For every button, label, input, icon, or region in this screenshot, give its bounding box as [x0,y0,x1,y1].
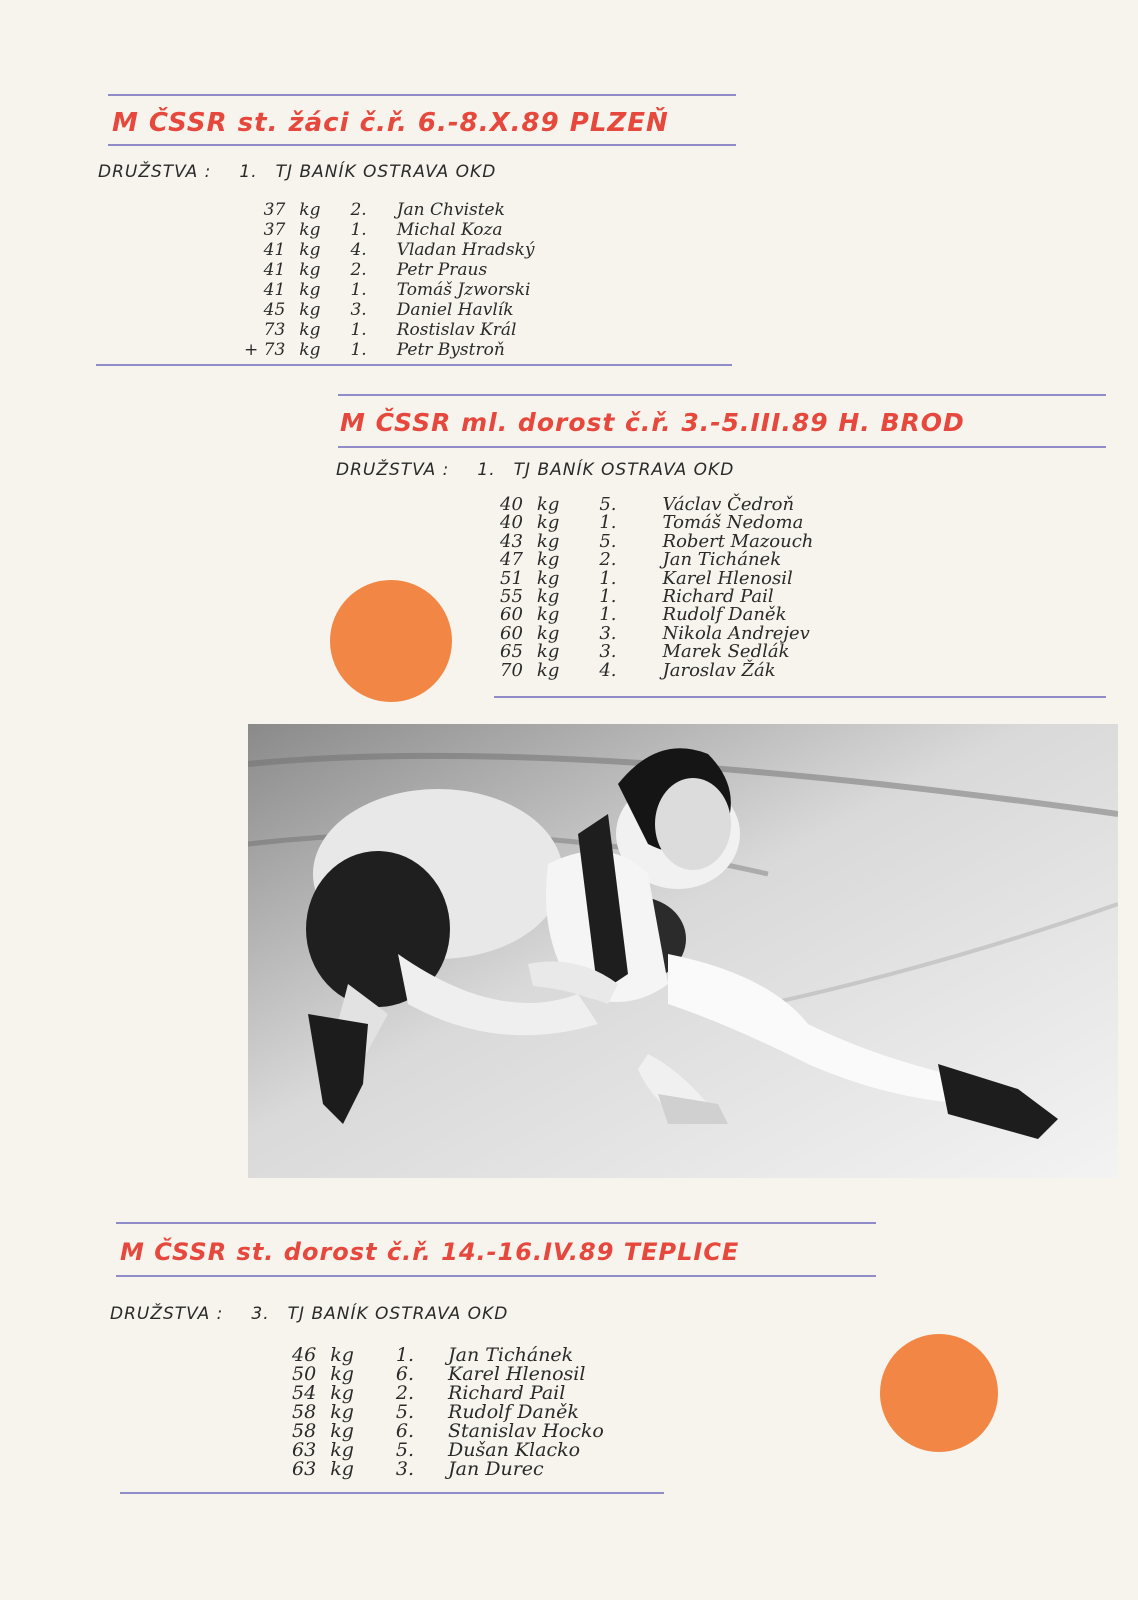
section-3-heading: M ČSSR st. dorost č.ř. 14.-16.IV.89 TEPLICE [120,1238,740,1266]
unit: kg [299,280,321,300]
place: 1. [599,586,617,608]
weight: 58 [292,1420,317,1442]
section-3-top-rule [116,1222,876,1224]
section-1-top-rule [108,94,736,96]
section-3-heading-rule [116,1275,876,1277]
athlete-name: Jan Chvistek [396,200,505,220]
section-3-team-line [110,1304,508,1324]
unit: kg [330,1344,354,1366]
athlete-name: Jan Durec [448,1458,544,1480]
place: 1. [350,320,367,340]
athlete-name: Jaroslav Žák [662,659,776,681]
athlete-name: Vladan Hradský [396,240,535,260]
unit: kg [536,622,560,644]
team-label: DRUŽSTVA : [110,1304,224,1324]
weight: 40 [500,494,523,515]
table-row [244,320,535,340]
athlete-name: Rudolf Daněk [448,1401,579,1423]
place: 4. [599,659,617,681]
weight: 55 [500,586,523,608]
place: 5. [599,530,617,552]
athlete-name: Marek Sedlák [662,641,790,663]
weight: 47 [500,549,523,571]
section-1-results [244,200,535,360]
place: 6. [395,1363,415,1385]
team-place: 3. [251,1304,270,1324]
unit: kg [536,530,560,552]
weight: 41 [263,240,286,260]
unit: kg [330,1439,354,1461]
weight: 60 [500,622,523,644]
unit: kg [536,604,560,626]
section-2-heading-rule [338,446,1106,448]
unit: kg [330,1401,354,1423]
unit: kg [536,659,560,681]
weight: 41 [263,260,286,280]
athlete-name: Karel Hlenosil [448,1363,586,1385]
place: 2. [395,1382,415,1404]
place: 1. [395,1344,415,1366]
table-row [244,200,535,220]
unit: kg [299,340,321,360]
weight: 40 [500,512,523,534]
section-2-bottom-rule [494,696,1106,698]
athlete-name: Václav Čedroň [662,494,795,515]
place: 1. [599,567,617,589]
place: 2. [599,549,617,571]
wrestling-photo [248,724,1118,1178]
section-3-results [292,1346,604,1479]
section-2-top-rule [338,394,1106,396]
weight: 54 [292,1382,317,1404]
place: 5. [395,1401,415,1423]
place: 3. [350,300,367,320]
athlete-name: Karel Hlenosil [662,567,793,589]
athlete-name: Dušan Klacko [448,1439,581,1461]
athlete-name: Tomáš Jzworski [396,280,531,300]
table-row [500,551,813,569]
team-name: TJ BANÍK OSTRAVA OKD [287,1304,509,1324]
team-place: 1. [239,162,258,182]
athlete-name: Tomáš Nedoma [662,512,804,534]
weight: 51 [500,567,523,589]
table-row [500,662,813,680]
athlete-name: Jan Tichánek [662,549,782,571]
section-3-bottom-rule [120,1492,664,1494]
section-2-team-line [336,460,734,480]
athlete-name: Nikola Andrejev [662,622,810,644]
table-row [500,643,813,661]
weight: 60 [500,604,523,626]
section-1-heading-rule [108,144,736,146]
athlete-name: Rostislav Král [396,320,517,340]
athlete-name: Richard Pail [662,586,774,608]
weight: 65 [500,641,523,663]
table-row [244,240,535,260]
place: 6. [395,1420,415,1442]
unit: kg [330,1420,354,1442]
orange-sticker-dot [880,1334,998,1452]
place: 2. [350,200,367,220]
unit: kg [536,549,560,571]
team-name: TJ BANÍK OSTRAVA OKD [513,460,735,480]
section-1-bottom-rule [96,364,732,366]
section-1-heading: M ČSSR st. žáci č.ř. 6.-8.X.89 PLZEŇ [112,108,669,138]
weight: 37 [263,200,286,220]
unit: kg [536,586,560,608]
unit: kg [536,494,560,515]
unit: kg [330,1363,354,1385]
place: 1. [350,220,367,240]
team-name: TJ BANÍK OSTRAVA OKD [275,162,497,182]
place: 5. [599,494,617,515]
athlete-name: Robert Mazouch [662,530,814,552]
athlete-name: Rudolf Daněk [662,604,787,626]
table-row [244,300,535,320]
weight: 73 [263,320,286,340]
unit: kg [299,320,321,340]
table-row [244,220,535,240]
weight: 41 [263,280,286,300]
athlete-name: Jan Tichánek [448,1344,574,1366]
team-place: 1. [477,460,496,480]
unit: kg [299,240,321,260]
table-row [292,1460,604,1479]
athlete-name: Richard Pail [448,1382,566,1404]
place: 3. [395,1458,415,1480]
unit: kg [299,220,321,240]
wrestling-photo-image [248,724,1118,1178]
section-2-heading: M ČSSR ml. dorost č.ř. 3.-5.III.89 H. BROD [340,408,965,437]
weight: 50 [292,1363,317,1385]
unit: kg [299,200,321,220]
place: 1. [599,604,617,626]
team-label: DRUŽSTVA : [336,460,450,480]
place: 1. [350,340,367,360]
weight: 63 [292,1458,317,1480]
athlete-name: Daniel Havlík [396,300,514,320]
athlete-name: Michal Koza [396,220,503,240]
place: 1. [350,280,367,300]
place: 3. [599,622,617,644]
place: 4. [350,240,367,260]
weight: 63 [292,1439,317,1461]
section-2-results [500,496,813,680]
orange-sticker-dot [330,580,452,702]
unit: kg [330,1382,354,1404]
place: 2. [350,260,367,280]
weight: 46 [292,1344,317,1366]
table-row [244,340,535,360]
unit: kg [299,260,321,280]
weight: 58 [292,1401,317,1423]
weight: + 73 [244,340,286,360]
team-label: DRUŽSTVA : [98,162,212,182]
place: 1. [599,512,617,534]
weight: 37 [263,220,286,240]
unit: kg [536,512,560,534]
weight: 45 [263,300,286,320]
section-1-team-line [98,162,496,182]
place: 3. [599,641,617,663]
weight: 43 [500,530,523,552]
athlete-name: Petr Praus [396,260,488,280]
unit: kg [536,567,560,589]
unit: kg [330,1458,354,1480]
athlete-name: Petr Bystroň [396,340,505,360]
place: 5. [395,1439,415,1461]
unit: kg [536,641,560,663]
unit: kg [299,300,321,320]
table-row [244,280,535,300]
table-row [244,260,535,280]
athlete-name: Stanislav Hocko [448,1420,604,1442]
weight: 70 [500,659,523,681]
